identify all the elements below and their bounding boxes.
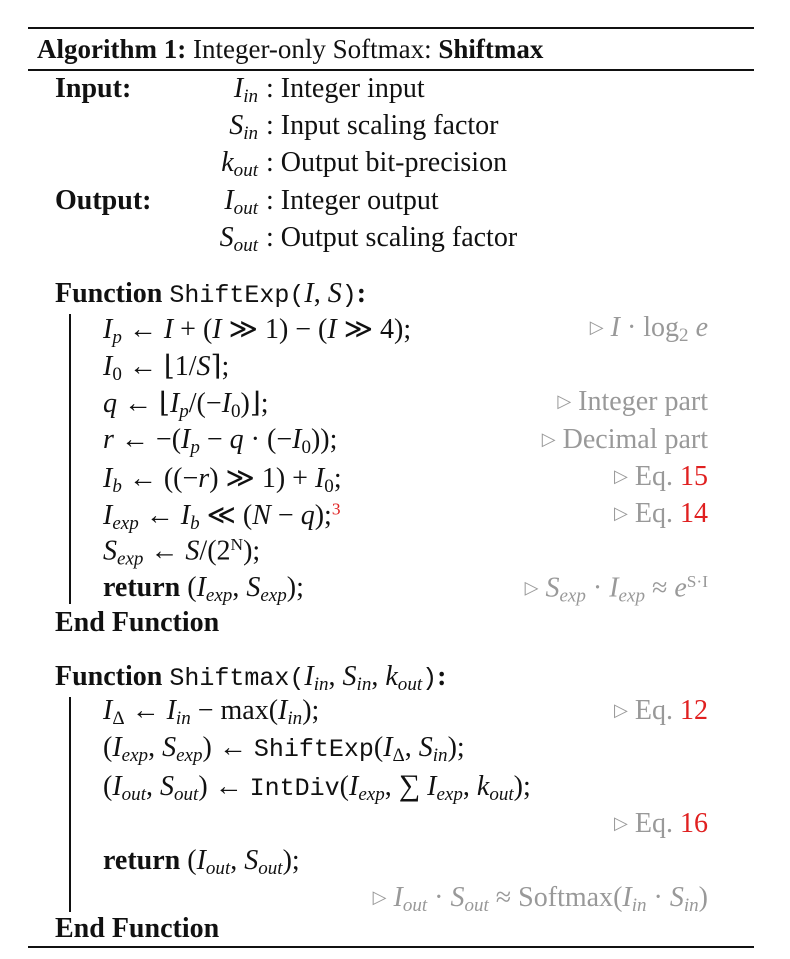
output-i-out-desc: : Integer output (266, 185, 439, 216)
top-rule (28, 27, 754, 29)
shiftmax-end: End Function (55, 913, 220, 944)
shiftmax-header: Function $Shiftmax(I_{in}$, $S_{in}$, $k_{out}$): (55, 661, 447, 695)
output-label: Output: (55, 185, 152, 216)
shiftexp-line-7: $S_{exp}$ ← $S/(2^N)$; (103, 535, 261, 570)
shiftexp-name: ShiftExp (169, 281, 290, 310)
eq15-link[interactable]: 15 (680, 461, 708, 492)
shiftexp-end: End Function (55, 607, 220, 638)
shiftmax-comment-3: ▷ Eq. 16 (614, 808, 708, 839)
input-i-in-desc: : Integer input (266, 73, 425, 104)
shiftmax-comment-1: ▷ Eq. 12 (614, 695, 708, 726)
shiftmax-line-3: ($I_{out}$, $S_{out}$) ← $IntDiv(I_{exp}$, ∑ $I_{exp}$, $k_{out}$); (103, 769, 531, 805)
algorithm-label: Algorithm 1: (37, 34, 187, 64)
algorithm-title: Integer-only Softmax: (192, 34, 432, 64)
input-label: Input: (55, 73, 132, 104)
shiftexp-line-6: $I_{exp}$ ← $I_b$ ≪ (N − q);$^3$ (103, 499, 341, 534)
output-i-out-symbol: $I_{out}$ (224, 185, 258, 219)
shiftexp-line-3: q ← $⌊I_p/(-I_0)⌋$; (103, 388, 269, 422)
input-i-in-symbol: $I_{in}$ (233, 73, 258, 107)
shiftmax-line-1: $I_\Delta$ ← $I_{in} - \max(I_{in})$; (103, 695, 320, 729)
function-keyword: Function (55, 278, 163, 309)
input-s-in-desc: : Input scaling factor (266, 110, 499, 141)
input-k-out-symbol: $k_{out}$ (221, 147, 258, 181)
eq14-link[interactable]: 14 (680, 498, 708, 529)
algorithm-name: Shiftmax (438, 34, 544, 64)
shiftexp-comment-6: ▷ Eq. 14 (614, 498, 708, 529)
shiftexp-line-5: $I_b$ ← ((−r) ≫ $1) + I_0$; (103, 463, 342, 497)
algorithm-caption (37, 34, 543, 65)
bottom-rule (28, 946, 754, 948)
shiftexp-block-bar (69, 314, 71, 604)
shiftexp-comment-3: ▷ Integer part (557, 386, 708, 417)
shiftexp-line-2: $I_0$ ← ⌊1/S⌉; (103, 351, 230, 385)
shiftexp-comment-1: ▷ $I \cdot \log_2 e$ (589, 312, 708, 346)
shiftmax-return: return ($I_{out}$, $S_{out}$); (103, 845, 300, 879)
shiftexp-comment-5: ▷ Eq. 15 (614, 461, 708, 492)
output-s-out-symbol: $S_{out}$ (219, 222, 258, 256)
shiftexp-return: return ($I_{exp}$, $S_{exp}$); (103, 572, 304, 606)
shiftmax-block-bar (69, 697, 71, 912)
footnote-marker[interactable]: 3 (331, 499, 341, 519)
input-k-out-desc: : Output bit-precision (266, 147, 508, 178)
shiftexp-comment-return: ▷ $S_{exp} \cdot I_{exp} \approx e^{S\cdot I}$ (524, 572, 708, 607)
shiftmax-name: Shiftmax (169, 664, 290, 693)
shiftmax-line-2: ($I_{exp}$, $S_{exp}$) ← $ShiftExp(I_\Delta$, $S_{in}$); (103, 732, 465, 766)
shiftexp-line-4: r ← $-(I_p - q \cdot (-I_0))$; (103, 424, 338, 458)
shiftmax-comment-return: ▷ $I_{out} \cdot S_{out}$ ≈ $Softmax(I_{in} \cdot S_{in})$ (372, 882, 708, 916)
shiftexp-line-1: $I_p$ ← I + (I ≫ 1) − (I ≫ 4); (103, 314, 412, 348)
shiftexp-comment-4: ▷ Decimal part (541, 424, 708, 455)
output-s-out-desc: : Output scaling factor (266, 222, 518, 253)
eq16-link[interactable]: 16 (680, 808, 708, 839)
input-s-in-symbol: $S_{in}$ (229, 110, 258, 144)
intdiv-name: IntDiv (249, 774, 340, 803)
title-rule (28, 69, 754, 71)
shiftexp-header: Function ShiftExp(I, S): (55, 278, 367, 310)
eq12-link[interactable]: 12 (680, 695, 708, 726)
